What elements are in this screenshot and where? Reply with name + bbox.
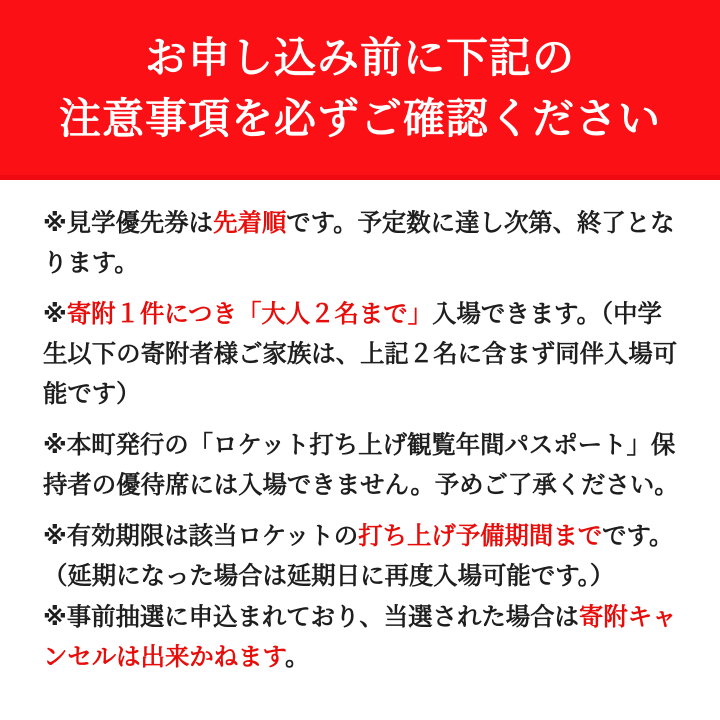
text-segment: 。 [284,644,310,671]
note-line [43,295,677,335]
note-line [43,517,677,557]
note-line [43,375,677,415]
note-line [43,466,677,506]
text-segment: ※有効期限は該当ロケットの [43,523,359,550]
text-segment: ※事前抽選に申込まれており、当選された場合は [43,604,579,631]
highlighted-text-segment: 寄附１件につき「大人２名まで」 [66,301,433,328]
text-segment: です。 [602,523,674,550]
highlighted-text-segment: 寄附キャ [578,604,677,631]
text-segment: 生以下の寄附者様ご家族は、上記２名に含まず同伴入場可 [43,341,678,368]
text-segment: ※ [43,301,67,328]
note-paragraph [43,517,677,597]
note-line [43,335,677,375]
highlighted-text-segment: 先着順 [213,210,287,237]
highlighted-text-segment: 打ち上げ予備期間まで [358,523,603,550]
text-segment: （延期になった場合は延期日に再度入場可能です。） [43,563,615,590]
note-line [43,204,677,244]
highlighted-text-segment: ンセルは出来かねます [43,644,285,671]
note-line [43,638,677,678]
note-paragraph [43,295,677,415]
note-paragraph [43,204,677,284]
text-segment: 持者の優待席には入場できません。予めご了承ください。 [43,472,679,499]
notes-list [0,180,720,678]
note-line [43,557,677,597]
text-segment: ※本町発行の「ロケット打ち上げ観覧年間パスポート」保 [43,432,676,459]
note-line [43,244,677,284]
text-segment: ります。 [43,250,139,277]
banner-title-line-2: 注意事項を必ずご確認ください [58,94,661,142]
banner-title-line-1: お申し込み前に下記の [144,33,575,81]
note-line [43,426,677,466]
note-paragraph [43,598,677,678]
text-segment: ※見学優先券は [43,210,214,237]
text-segment: 入場できます。（中学 [432,301,662,328]
header-banner [0,0,720,180]
note-line [43,598,677,638]
text-segment: です。予定数に達し次第、終了とな [286,210,675,237]
note-paragraph [43,426,677,506]
text-segment: 能です） [43,381,141,408]
